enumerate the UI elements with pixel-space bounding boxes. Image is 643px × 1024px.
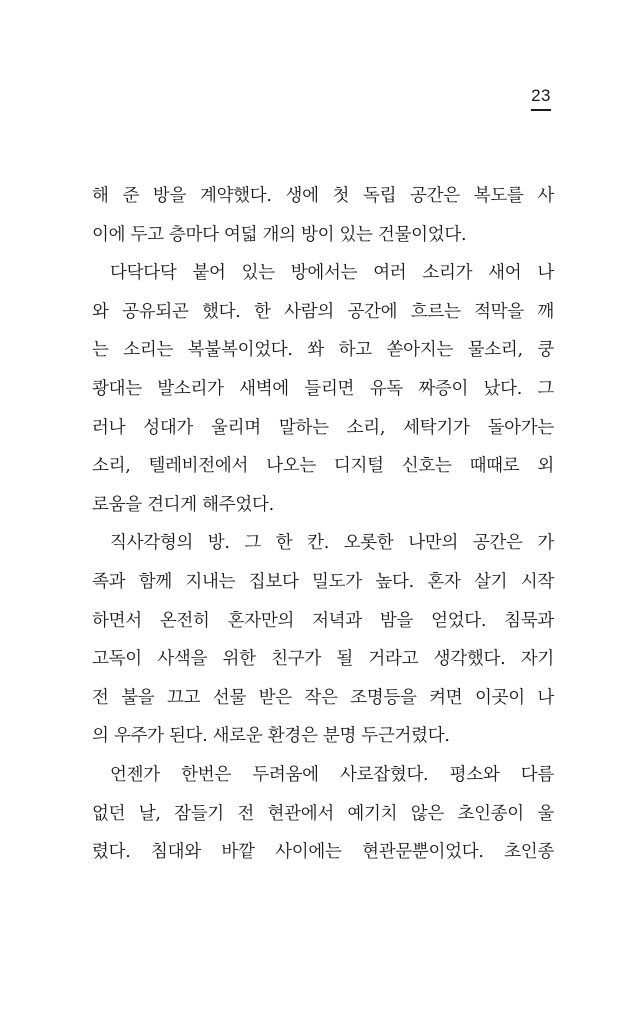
text-line: 고독이 사색을 위한 친구가 될 거라고 생각했다. 자기 — [92, 649, 554, 670]
text-line: 직사각형의 방. 그 한 칸. 오롯한 나만의 공간은 가 — [110, 533, 554, 554]
body-text — [92, 182, 554, 877]
text-line: 족과 함께 지내는 집보다 밀도가 높다. 혼자 살기 시작 — [92, 571, 554, 592]
text-line: 로움을 견디게 해주었다. — [92, 494, 274, 515]
text-line: 러나 성대가 울리며 말하는 소리, 세탁기가 돌아가는 — [92, 417, 554, 438]
page-number: 23 — [531, 86, 551, 105]
text-line: 쾅대는 발소리가 새벽에 들리면 유독 짜증이 났다. 그 — [92, 378, 554, 399]
text-line: 다닥다닥 붙어 있는 방에서는 여러 소리가 새어 나 — [110, 263, 554, 284]
text-line: 렸다. 침대와 바깥 사이에는 현관문뿐이었다. 초인종 — [92, 842, 554, 863]
text-line: 이에 두고 층마다 여덟 개의 방이 있는 건물이었다. — [92, 224, 467, 245]
text-line: 해 준 방을 계약했다. 생에 첫 독립 공간은 복도를 사 — [92, 186, 554, 206]
text-line: 의 우주가 된다. 새로운 환경은 분명 두근거렸다. — [92, 726, 450, 747]
text-line: 하면서 온전히 혼자만의 저녁과 밤을 얻었다. 침묵과 — [92, 610, 554, 631]
text-line: 소리, 텔레비전에서 나오는 디지털 신호는 때때로 외 — [92, 456, 554, 477]
text-line: 와 공유되곤 했다. 한 사람의 공간에 흐르는 적막을 깨 — [92, 301, 554, 322]
text-line: 없던 날, 잠들기 전 현관에서 예기치 않은 초인종이 울 — [92, 803, 554, 824]
text-line: 언젠가 한번은 두려움에 사로잡혔다. 평소와 다름 — [110, 764, 554, 785]
page-number-underline — [531, 109, 551, 111]
text-line: 는 소리는 복불복이었다. 쏴 하고 쏟아지는 물소리, 쿵 — [92, 340, 554, 361]
text-line: 전 불을 끄고 선물 받은 작은 조명등을 켜면 이곳이 나 — [92, 687, 554, 708]
